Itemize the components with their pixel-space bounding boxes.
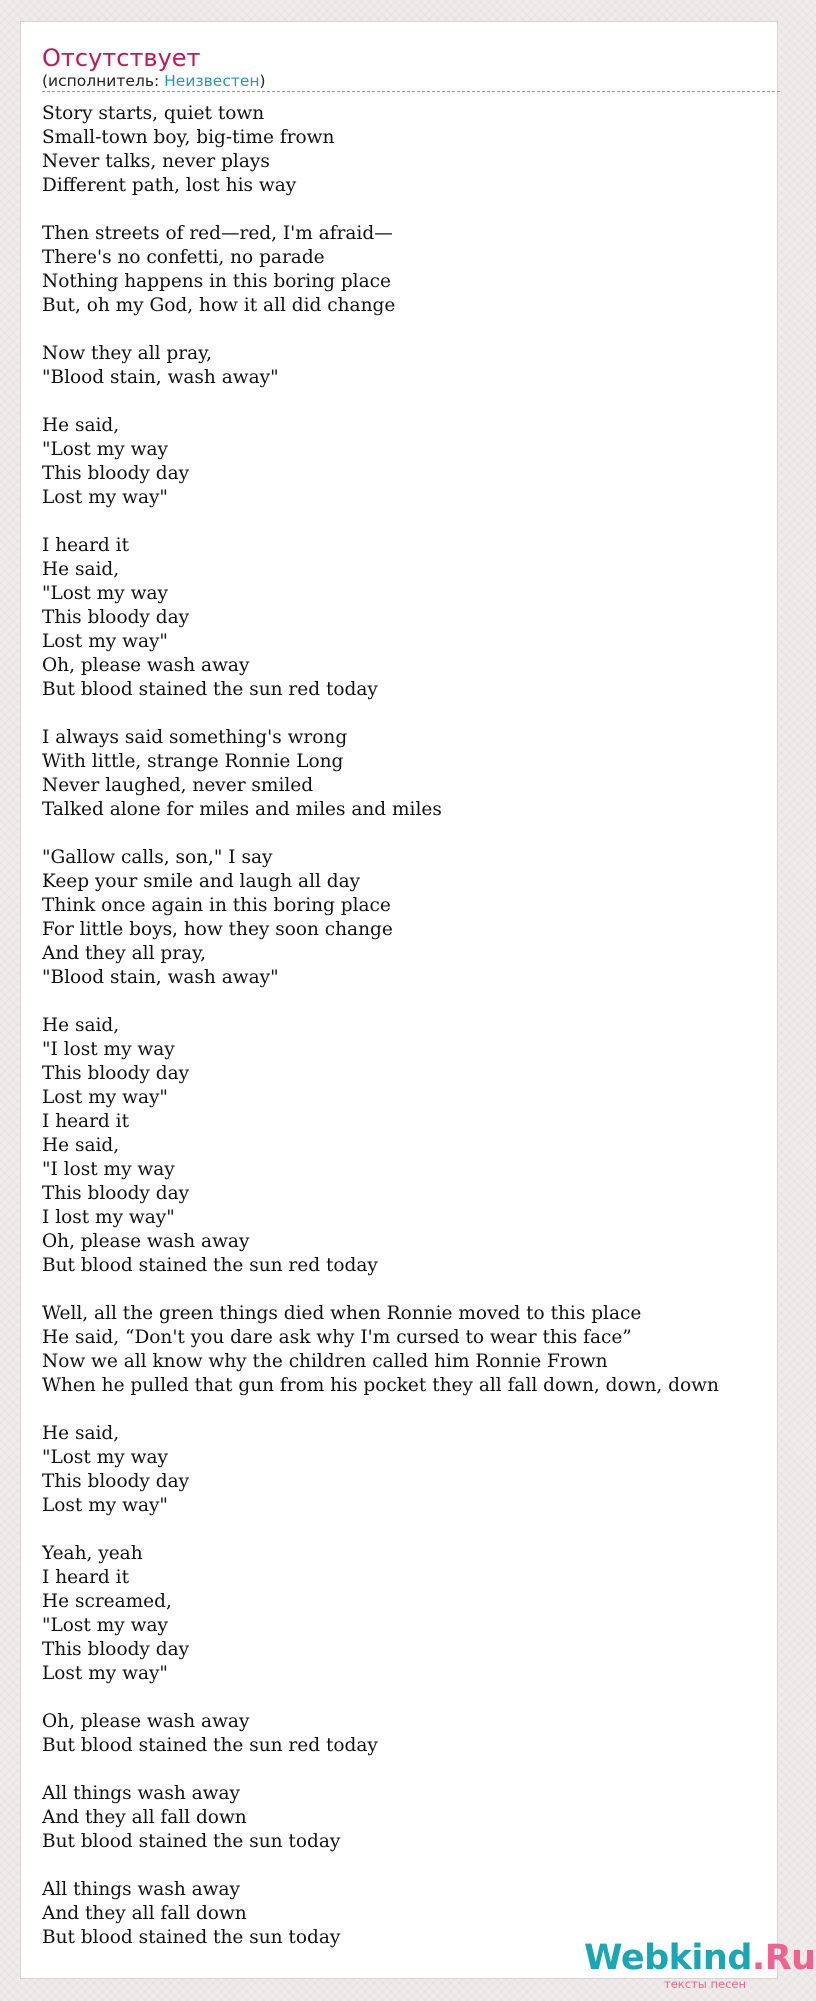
lyric-line: This bloody day: [42, 1063, 190, 1084]
lyric-line: But blood stained the sun red today: [42, 679, 378, 700]
lyric-line: For little boys, how they soon change: [42, 919, 393, 940]
lyric-line: He said,: [42, 559, 120, 580]
lyric-line: This bloody day: [42, 1639, 190, 1660]
lyric-line: When he pulled that gun from his pocket they all fall down, down, down: [42, 1375, 719, 1396]
lyric-line: Oh, please wash away: [42, 1231, 250, 1252]
lyric-blank-line: [42, 990, 777, 1014]
artist-link[interactable]: Неизвестен: [164, 72, 260, 90]
lyric-line: Now we all know why the children called him Ronnie Frown: [42, 1351, 608, 1372]
lyric-line: I heard it: [42, 1567, 129, 1588]
logo-name: Webkind: [584, 1938, 752, 1978]
lyric-line: He said,: [42, 415, 120, 436]
lyrics-card: [20, 21, 816, 1991]
lyric-line: Nothing happens in this boring place: [42, 271, 391, 292]
lyric-line: Lost my way": [42, 487, 168, 508]
lyric-line: "I lost my way: [42, 1039, 175, 1060]
lyric-line: Never laughed, never smiled: [42, 775, 314, 796]
lyric-line: He said,: [42, 1015, 120, 1036]
lyric-line: Lost my way": [42, 1495, 168, 1516]
lyric-line: Lost my way": [42, 1663, 168, 1684]
lyric-line: But blood stained the sun red today: [42, 1735, 378, 1756]
lyric-line: He screamed,: [42, 1591, 172, 1612]
lyric-line: Lost my way": [42, 631, 168, 652]
lyric-line: But blood stained the sun today: [42, 1831, 341, 1852]
lyric-blank-line: [42, 822, 777, 846]
lyric-line: This bloody day: [42, 1183, 190, 1204]
lyric-line: And they all pray,: [42, 943, 206, 964]
lyric-blank-line: [42, 1398, 777, 1422]
lyric-line: I heard it: [42, 535, 129, 556]
lyric-line: Keep your smile and laugh all day: [42, 871, 361, 892]
lyric-blank-line: [42, 1854, 777, 1878]
logo-tagline: тексты песен: [664, 1977, 746, 1991]
lyric-line: "Blood stain, wash away": [42, 967, 279, 988]
artist-line: [42, 71, 266, 91]
lyric-blank-line: [42, 318, 777, 342]
lyric-line: I heard it: [42, 1111, 129, 1132]
site-logo[interactable]: [584, 1937, 816, 1993]
lyric-blank-line: [42, 198, 777, 222]
song-header: [42, 41, 780, 92]
lyric-blank-line: [42, 510, 777, 534]
lyric-blank-line: [42, 1518, 777, 1542]
lyric-line: This bloody day: [42, 1471, 190, 1492]
lyric-line: "Lost my way: [42, 439, 168, 460]
lyric-blank-line: [42, 1686, 777, 1710]
logo-tld: .Ru: [751, 1938, 816, 1978]
lyric-line: All things wash away: [42, 1783, 240, 1804]
lyrics-text: [42, 102, 777, 1950]
lyric-line: "Gallow calls, son," I say: [42, 847, 273, 868]
lyric-blank-line: [42, 1278, 777, 1302]
lyric-line: I always said something's wrong: [42, 727, 348, 748]
lyric-line: With little, strange Ronnie Long: [42, 751, 344, 772]
lyric-line: This bloody day: [42, 463, 190, 484]
artist-suffix: ): [259, 72, 266, 90]
lyric-line: "Blood stain, wash away": [42, 367, 279, 388]
lyric-line: "I lost my way: [42, 1159, 175, 1180]
lyric-line: "Lost my way: [42, 583, 168, 604]
lyric-line: But blood stained the sun today: [42, 1927, 341, 1948]
lyric-line: "Lost my way: [42, 1615, 168, 1636]
lyric-line: Oh, please wash away: [42, 655, 250, 676]
lyric-line: Small-town boy, big-time frown: [42, 127, 335, 148]
lyric-blank-line: [42, 1758, 777, 1782]
lyric-line: All things wash away: [42, 1879, 240, 1900]
lyric-line: Then streets of red—red, I'm afraid—: [42, 223, 393, 244]
song-title: Отсутствует: [42, 44, 201, 72]
lyric-line: Lost my way": [42, 1087, 168, 1108]
lyric-line: Now they all pray,: [42, 343, 213, 364]
lyric-line: Never talks, never plays: [42, 151, 270, 172]
lyric-line: Story starts, quiet town: [42, 103, 265, 124]
lyric-line: Different path, lost his way: [42, 175, 297, 196]
lyric-blank-line: [42, 390, 777, 414]
lyric-line: Think once again in this boring place: [42, 895, 391, 916]
lyric-line: He said, “Don't you dare ask why I'm cursed to wear this face”: [42, 1327, 632, 1348]
lyric-blank-line: [42, 702, 777, 726]
lyric-line: But, oh my God, how it all did change: [42, 295, 396, 316]
lyric-line: Oh, please wash away: [42, 1711, 250, 1732]
lyric-line: Well, all the green things died when Ronnie moved to this place: [42, 1303, 642, 1324]
logo-wordmark: [584, 1937, 816, 1979]
lyric-line: But blood stained the sun red today: [42, 1255, 378, 1276]
lyric-line: He said,: [42, 1423, 120, 1444]
lyric-line: "Lost my way: [42, 1447, 168, 1468]
lyric-line: And they all fall down: [42, 1807, 247, 1828]
lyric-line: This bloody day: [42, 607, 190, 628]
artist-prefix: (исполнитель:: [42, 72, 165, 90]
lyric-line: There's no confetti, no parade: [42, 247, 325, 268]
lyric-line: And they all fall down: [42, 1903, 247, 1924]
lyric-line: I lost my way": [42, 1207, 175, 1228]
lyric-line: He said,: [42, 1135, 120, 1156]
lyric-line: Yeah, yeah: [42, 1543, 143, 1564]
lyric-line: Talked alone for miles and miles and miles: [42, 799, 442, 820]
